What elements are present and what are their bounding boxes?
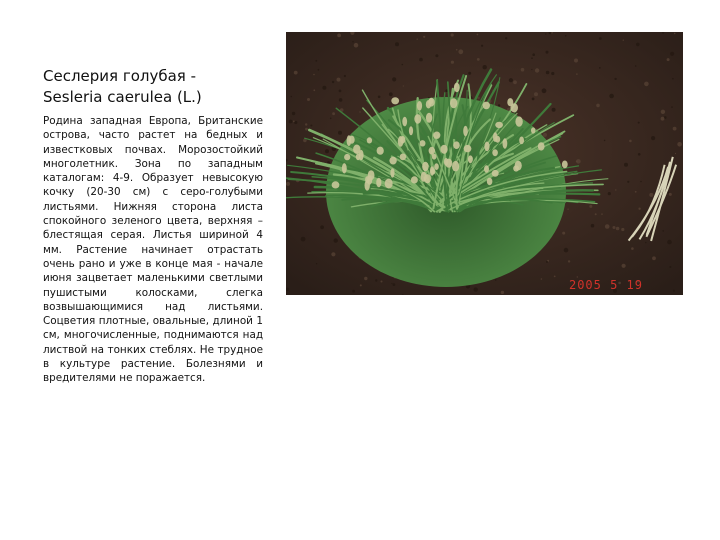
- title-line-russian: Сеслерия голубая -: [43, 67, 196, 85]
- description-text: Родина западная Европа, Британские острова, часто растет на бедных и известковых почвах. Морозостойкий многолетник. Зона по западным каталогам: 4-9. Образует невысокую кочку (20-30 см) с серо-голубыми листьями. Нижняя сторона листа спокойного зеленого цвета, верхняя – блестящая серая. Листья шириной 4 мм. Растение начинает отрастать очень рано и уже в конце мая - начале июня зацветает маленькими светлыми пушистыми колосками, слегка возвышающимися над листьями. Соцветия плотные, овальные, длиной 1 см, многочисленные, поднимаются над листвой на тонких стеблях. Не трудное в культуре растение. Болезнями и вредителями не поражается.: [43, 115, 263, 385]
- slide-title: [43, 66, 273, 108]
- date-stamp: 2005 5 19: [568, 278, 643, 292]
- title-line-latin: Sesleria caerulea (L.): [43, 88, 202, 106]
- plant-photo: [286, 32, 683, 295]
- grass-tuft-image: [286, 32, 683, 295]
